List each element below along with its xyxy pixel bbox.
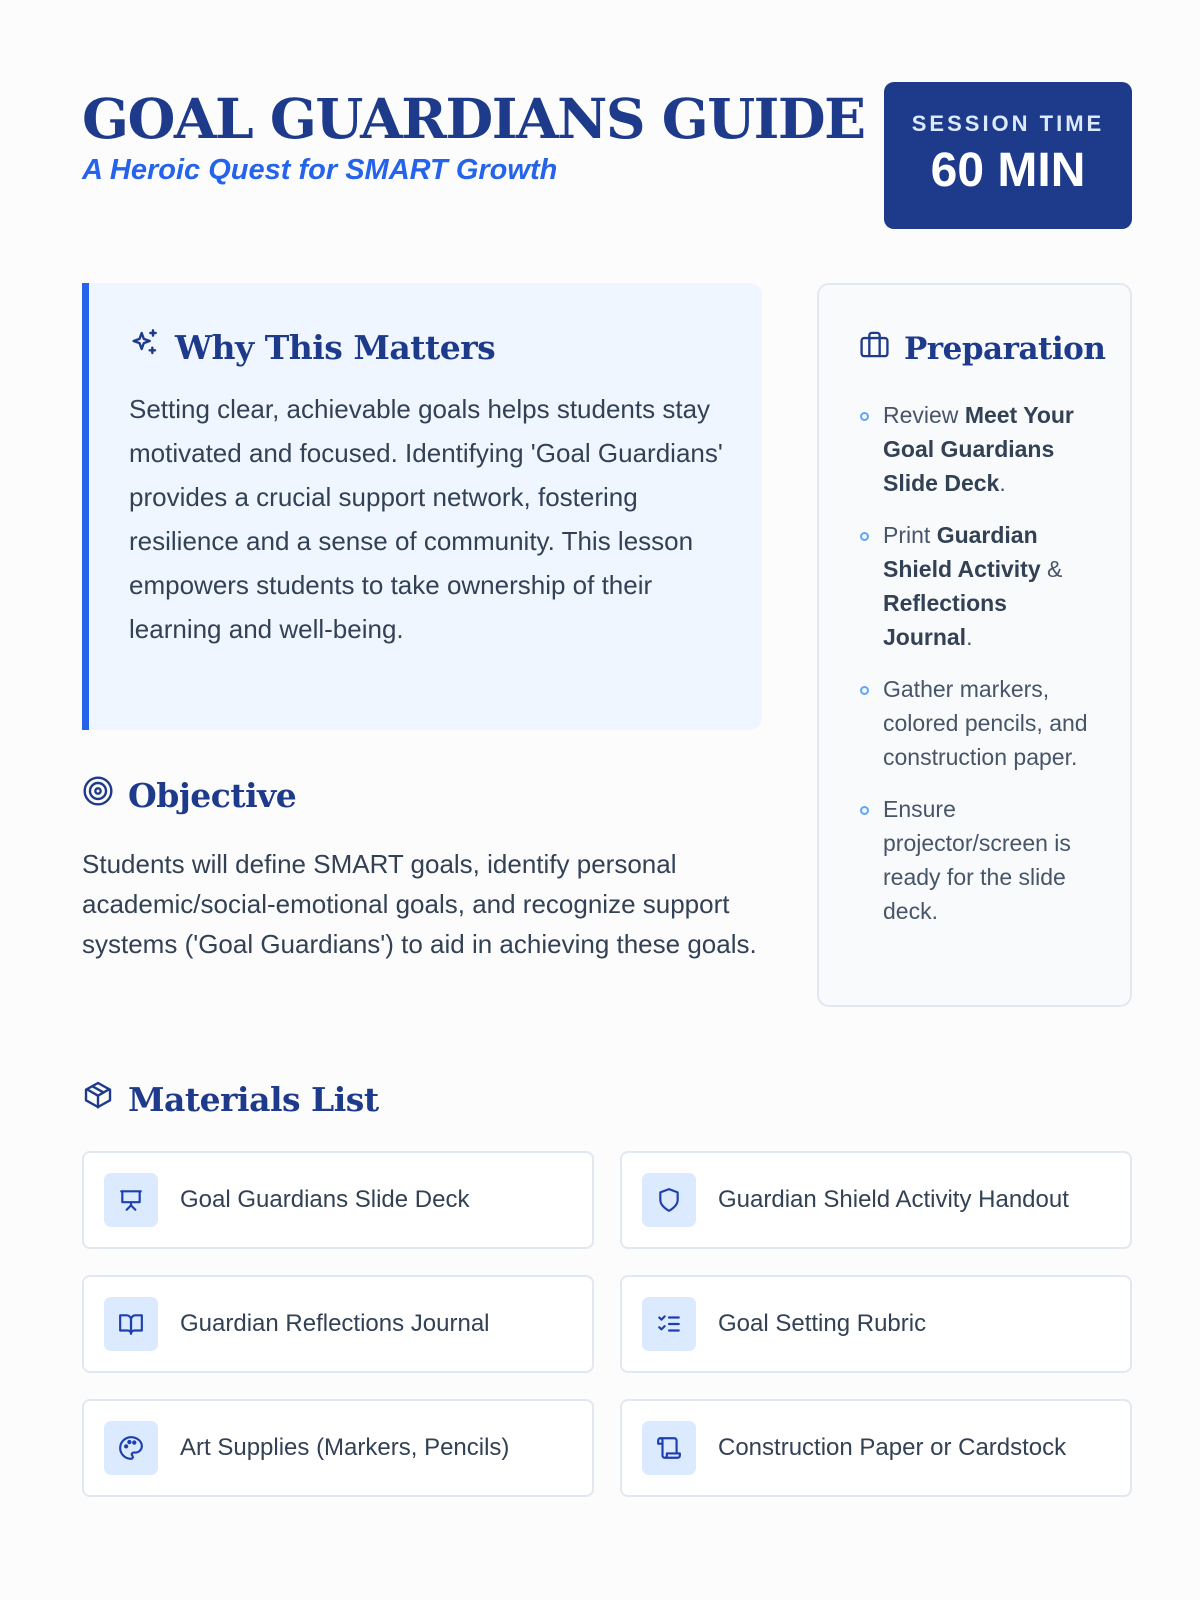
material-label: Guardian Reflections Journal [180,1310,490,1337]
objective-title: Objective [128,775,297,815]
material-card [620,1275,1132,1373]
material-card [82,1399,594,1497]
material-label: Guardian Shield Activity Handout [718,1186,1069,1213]
materials-title: Materials List [128,1079,379,1119]
prep-bold: Guardian Shield Activity [883,522,1041,582]
session-time-value: 60 MIN [930,144,1086,197]
bullet-icon [860,806,869,815]
box-icon [82,1079,128,1119]
palette-icon [104,1421,158,1475]
bullet-icon [860,686,869,695]
checklist-icon [642,1297,696,1351]
preparation-list [859,398,1099,946]
sparkles-icon [129,327,175,367]
material-label: Goal Setting Rubric [718,1310,927,1337]
shield-icon [642,1173,696,1227]
prep-text: Review [883,402,965,428]
book-open-icon [104,1297,158,1351]
prep-bold: Meet Your Goal Guardians Slide Deck [883,402,1074,496]
prep-text: . [966,624,973,650]
why-this-matters-text: Setting clear, achievable goals helps students stay motivated and focused. Identifying 'Goal Guardians' provides a crucial support network, fostering resilience and a sense of community. This lesson empowers students to take ownership of their learning and well-being. [129,394,723,644]
why-this-matters-title: Why This Matters [175,327,496,367]
material-card [82,1151,594,1249]
material-card [620,1399,1132,1497]
session-time-label: SESSION TIME [911,111,1105,136]
objective-heading [82,775,296,815]
prep-text: & [1040,556,1063,582]
why-this-matters-heading [129,327,495,367]
preparation-item [859,672,1099,774]
target-icon [82,775,128,815]
bullet-icon [860,412,869,421]
session-time-badge [884,82,1132,229]
briefcase-icon [859,329,904,368]
preparation-item [859,792,1099,928]
material-card [82,1275,594,1373]
materials-heading [82,1079,379,1119]
prep-text: . [999,470,1006,496]
presentation-icon [104,1173,158,1227]
prep-text: Ensure projector/screen is ready for the slide deck. [883,796,1071,924]
page-header [82,82,1132,232]
page-subtitle: A Heroic Quest for SMART Growth [82,154,558,186]
bullet-icon [860,532,869,541]
scroll-icon [642,1421,696,1475]
prep-bold: Reflections Journal [883,590,1007,650]
preparation-card [817,283,1132,1007]
material-label: Goal Guardians Slide Deck [180,1186,470,1213]
materials-grid [82,1151,1132,1497]
material-card [620,1151,1132,1249]
preparation-item [859,518,1099,654]
lesson-guide-page [82,82,1132,1461]
material-label: Art Supplies (Markers, Pencils) [180,1434,510,1461]
material-label: Construction Paper or Cardstock [718,1434,1067,1461]
preparation-item [859,398,1099,500]
objective-text: Students will define SMART goals, identify personal academic/social-emotional goals, and recognize support systems ('Goal Guardians') to aid in achieving these goals. [82,849,757,959]
page-title: GOAL GUARDIANS GUIDE [82,86,865,151]
preparation-title: Preparation [904,330,1106,367]
prep-text: Gather markers, colored pencils, and construction paper. [883,676,1088,770]
prep-text: Print [883,522,937,548]
why-this-matters-card [82,283,762,730]
preparation-heading [859,329,1105,368]
